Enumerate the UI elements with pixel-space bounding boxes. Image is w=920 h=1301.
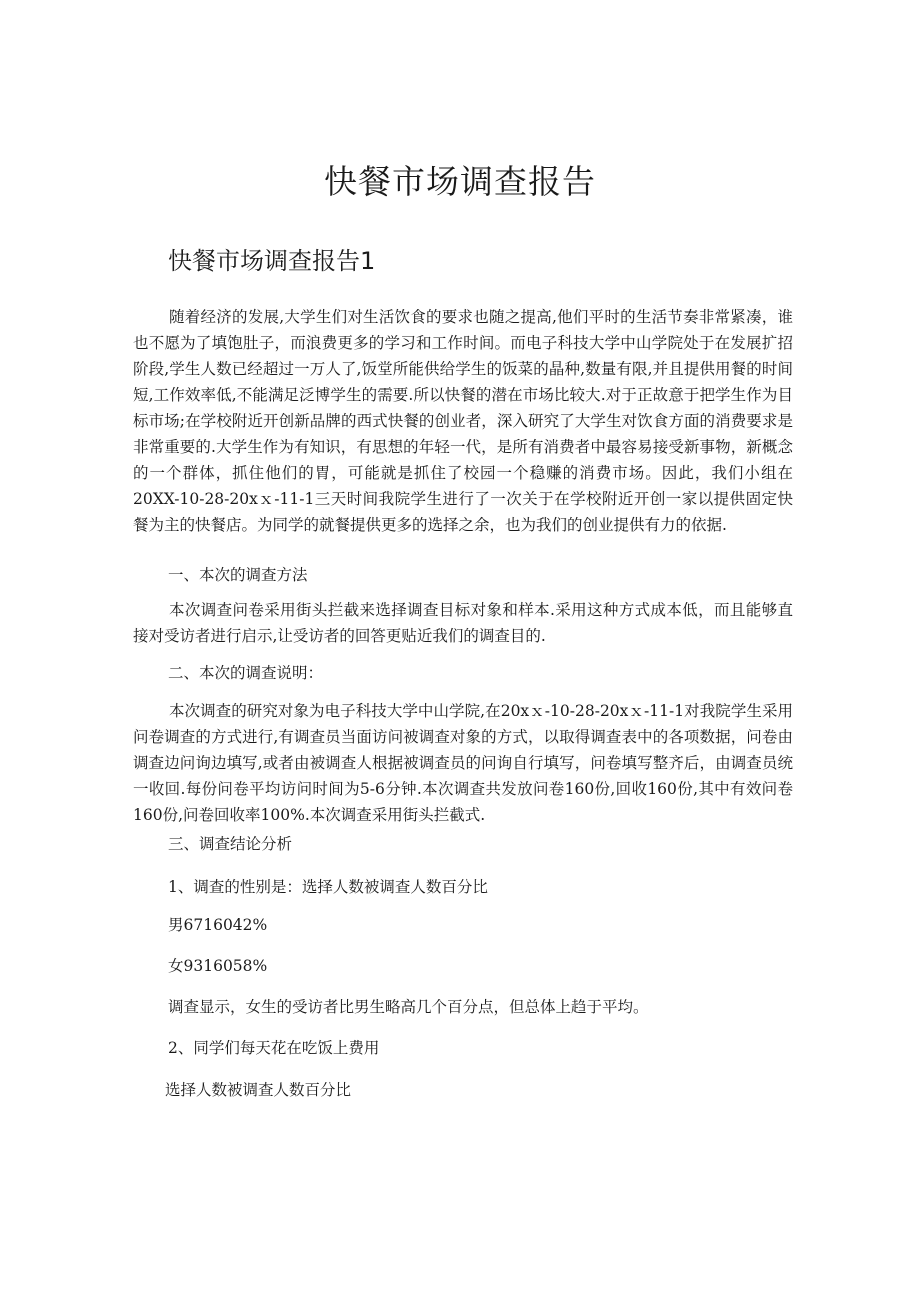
description-heading: 二、本次的调查说明： — [168, 664, 324, 682]
document-title: 快餐市场调查报告 — [324, 162, 596, 201]
method-paragraph: 本次调查问卷采用街头拦截来选择调查目标对象和样本.采用这种方式成本低，而且能够直接对受访者进行启示,让受访者的回答更贴近我们的调查目的. — [133, 601, 793, 645]
intro-paragraph: 随着经济的发展,大学生们对生活饮食的要求也随之提高,他们平时的生活节奏非常紧凑，谁也不愿为了填饱肚子，而浪费更多的学习和工作时间。而电子科技大学中山学院处于在发展扩招阶段,学生人数已经超过一万人了,饭堂所能供给学生的饭菜的晶种,数量有限,并且提供用餐的时间短,工作效率低,不能满足泛博学生的需要.所以快餐的潜在市场比较大.对于正故意于把学生作为目标市场;在学校附近开创新品牌的西式快餐的创业者，深入研究了大学生对饮食方面的消费要求是非常重要的.大学生作为有知识，有思想的年轻一代，是所有消费者中最容易接受新事物，新概念的一个群体，抓住他们的胃，可能就是抓住了校园一个稳赚的消费市场。因此，我们小组在20XX-10-28-20xｘ-11-1三天时间我院学生进行了一次关于在学校附近开创一家以提供固定快餐为主的快餐店。为同学的就餐提供更多的选择之余，也为我们的创业提供有力的依据. — [133, 308, 793, 534]
q2-heading: 2、同学们每天花在吃饭上费用 — [168, 1039, 380, 1057]
q1-female-row: 女9316058% — [168, 957, 268, 975]
analysis-heading: 三、调查结论分析 — [168, 835, 293, 853]
q1-conclusion: 调查显示，女生的受访者比男生略高几个百分点，但总体上趋于平均。 — [168, 998, 649, 1016]
section-heading: 快餐市场调查报告1 — [168, 247, 376, 275]
description-paragraph: 本次调查的研究对象为电子科技大学中山学院,在20xｘ-10-28-20xｘ-11-1对我院学生采用问卷调查的方式进行,有调查员当面访问被调查对象的方式，以取得调查表中的各项数据，问卷由调查边问询边填写,或者由被调查人根据被调查员的问询自行填写，问卷填写整齐后，由调查员统一收回.每份问卷平均访问时间为5-6分钟.本次调查共发放问卷160份,回收160份,其中有效问卷160份,问卷回收率100%.本次调查采用街头拦截式. — [133, 702, 793, 824]
q1-heading: 1、调查的性别是：选择人数被调查人数百分比 — [168, 878, 488, 896]
q2-table-header: 选择人数被调查人数百分比 — [165, 1081, 352, 1099]
q1-male-row: 男6716042% — [168, 916, 268, 934]
method-heading: 一、本次的调查方法 — [168, 566, 308, 584]
